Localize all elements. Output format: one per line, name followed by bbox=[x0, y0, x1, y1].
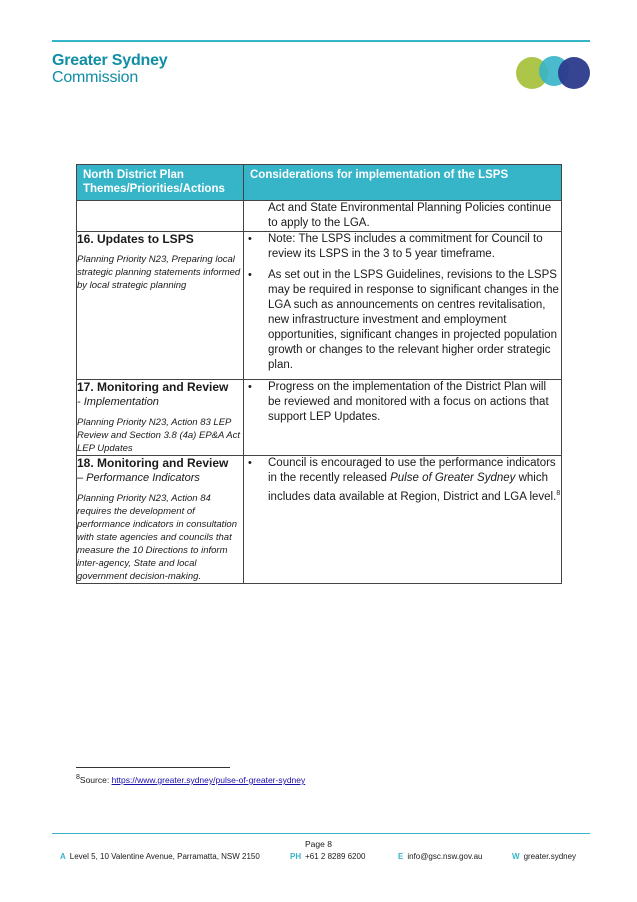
logo-line-2: Commission bbox=[52, 69, 139, 86]
footer-rule bbox=[52, 833, 590, 834]
row-subtitle: - Implementation bbox=[77, 396, 159, 408]
footnote-link[interactable]: https://www.greater.sydney/pulse-of-greater-sydney bbox=[111, 774, 306, 785]
footer-address: A Level 5, 10 Valentine Avenue, Parramatta, NSW 2150 bbox=[60, 852, 260, 861]
footnote bbox=[76, 774, 305, 785]
bullet-item: • Progress on the implementation of the District Plan will be reviewed and monitored with a focus on actions that support LEP Updates. bbox=[248, 381, 549, 423]
footnote-number: 8 bbox=[76, 774, 80, 781]
header-rule bbox=[52, 40, 590, 42]
col-header-considerations: Considerations for implementation of the LSPS bbox=[244, 165, 562, 201]
row-title: 16. Updates to LSPS bbox=[77, 232, 194, 246]
page-number: Page 8 bbox=[305, 839, 332, 849]
table-row bbox=[77, 201, 562, 232]
footer-phone: PH +61 2 8289 6200 bbox=[290, 852, 366, 861]
logo-line-1: Greater Sydney bbox=[52, 52, 168, 69]
row-subtitle: – Performance Indicators bbox=[77, 472, 200, 484]
pulse-report-title: Pulse of Greater Sydney bbox=[390, 472, 516, 484]
bullet-item: • Note: The LSPS includes a commitment for Council to review its LSPS in the 3 to 5 year timeframe. bbox=[248, 233, 543, 260]
continued-text: Act and State Environmental Planning Policies continue to apply to the LGA. bbox=[268, 202, 552, 229]
row-title: 17. Monitoring and Review bbox=[77, 380, 229, 394]
footnote-rule bbox=[76, 767, 230, 768]
footnote-label: Source: bbox=[79, 774, 112, 785]
footer-email[interactable]: E info@gsc.nsw.gov.au bbox=[398, 852, 483, 861]
col-header-themes: North District Plan Themes/Priorities/Actions bbox=[77, 165, 244, 201]
row-note: Planning Priority N23, Action 83 LEP Review and Section 3.8 (4a) EP&A Act LEP Updates bbox=[77, 417, 240, 454]
table-row bbox=[77, 380, 562, 456]
table-row bbox=[77, 456, 562, 584]
row-note: Planning Priority N23, Preparing local strategic planning statements informed by local strategic planning bbox=[77, 254, 241, 291]
footer-website[interactable]: W greater.sydney bbox=[512, 852, 577, 861]
row-note: Planning Priority N23, Action 84 requires the development of performance indicators in consultation with state agencies and councils that measure the 10 Directions to inform inter-agency, State and local government decision-making. bbox=[77, 493, 238, 582]
lsps-table bbox=[76, 164, 562, 584]
gsc-logo bbox=[52, 52, 167, 86]
bullet-item: • As set out in the LSPS Guidelines, revisions to the LSPS may be required in response to significant changes in the LGA such as announcements on centres revitalisation, new infrastructure investment and employment opportunities, significant changes in projected population growth or changes to the relevant higher order strategic plan. bbox=[248, 269, 559, 371]
bullet-item: • Council is encouraged to use the performance indicators in the recently released Pulse of Greater Sydney which includes data available at Region, District and LGA level.$^8$ bbox=[248, 457, 561, 503]
table-header-row bbox=[77, 165, 562, 201]
footnote-ref[interactable]: 8 bbox=[556, 490, 561, 497]
table-row bbox=[77, 232, 562, 380]
logo-circles-icon bbox=[514, 55, 594, 91]
row-title: 18. Monitoring and Review bbox=[77, 456, 229, 470]
